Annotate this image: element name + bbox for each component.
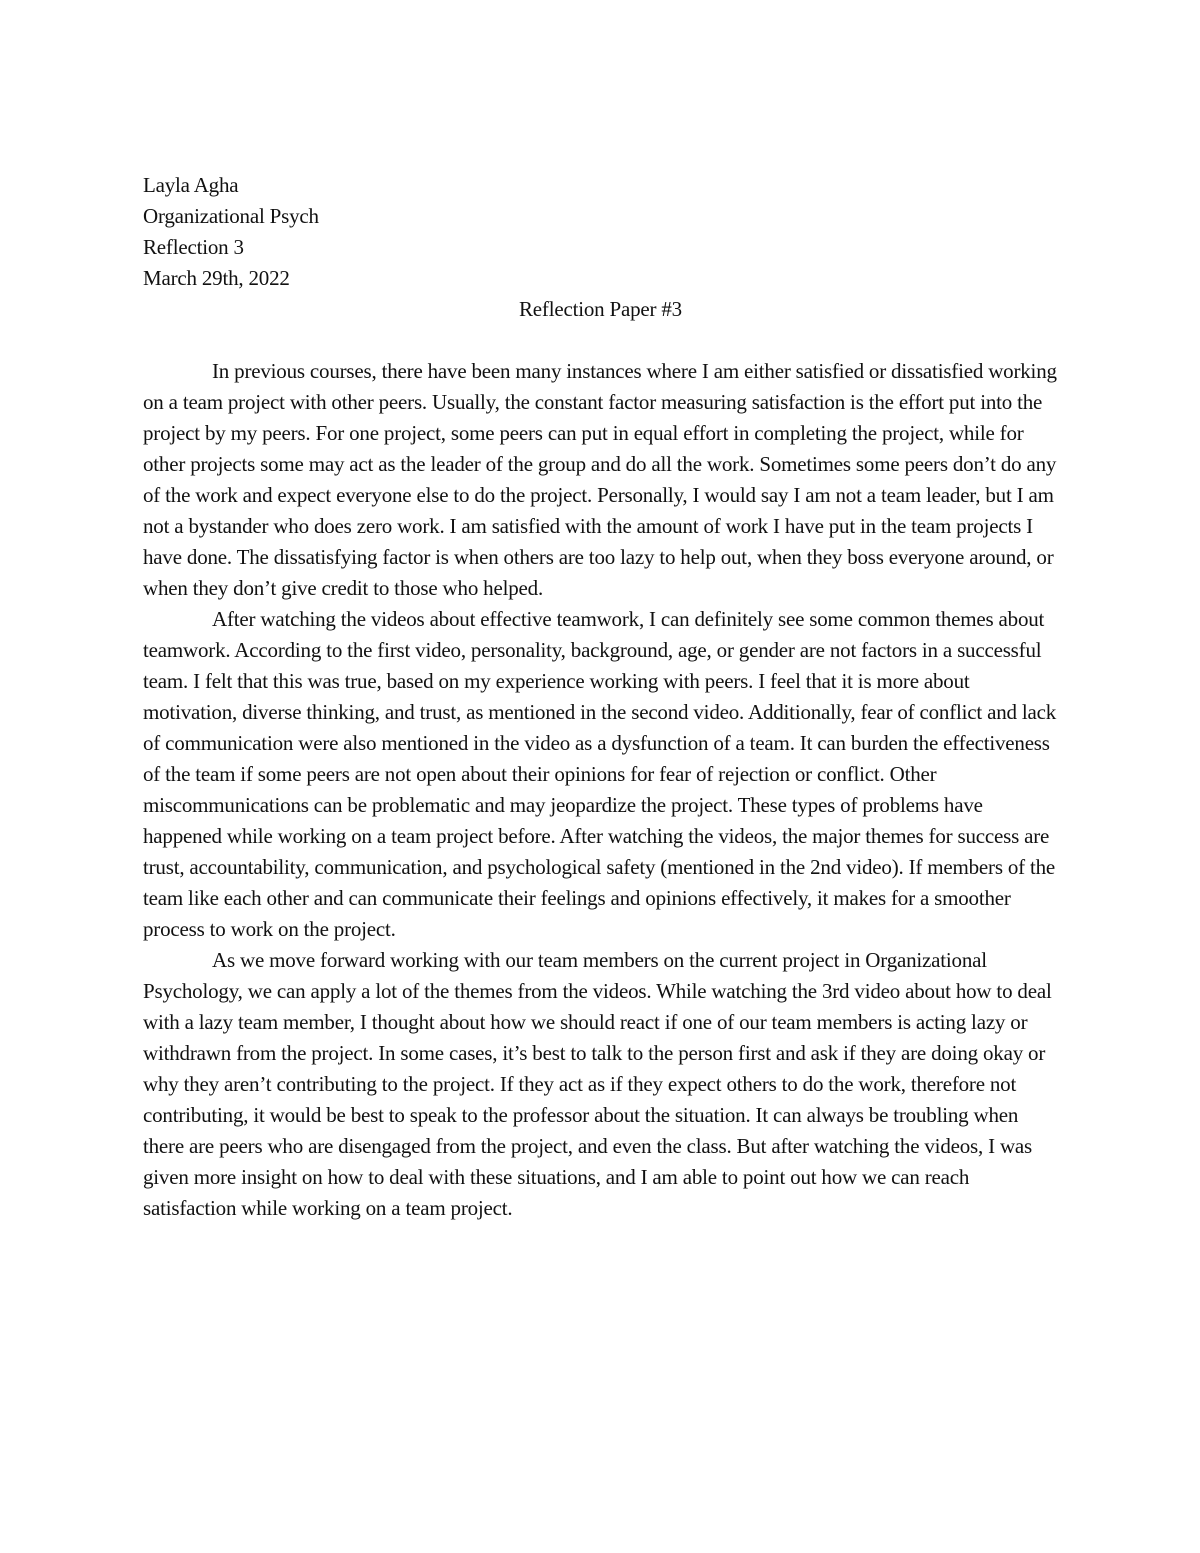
- paragraph-3: As we move forward working with our team members on the current project in Organizational Psychology, we can apply a lot of the themes from the videos. While watching the 3rd video about how to deal with a lazy team member, I thought about how we should react if one of our team members is acting lazy or withdrawn from the project. In some cases, it’s best to talk to the person first and ask if they are doing okay or why they aren’t contributing to the project. If they act as if they expect others to do the work, therefore not contributing, it would be best to speak to the professor about the situation. It can always be troubling when there are peers who are disengaged from the project, and even the class. But after watching the videos, I was given more insight on how to deal with these situations, and I am able to point out how we can reach satisfaction while working on a team project.: [143, 948, 1052, 1220]
- paragraph-2: After watching the videos about effective teamwork, I can definitely see some common themes about teamwork. According to the first video, personality, background, age, or gender are not factors in a successful team. I felt that this was true, based on my experience working with peers. I feel that it is more about motivation, diverse thinking, and trust, as mentioned in the second video. Additionally, fear of conflict and lack of communication were also mentioned in the video as a dysfunction of a team. It can burden the effectiveness of the team if some peers are not open about their opinions for fear of rejection or conflict. Other miscommunications can be problematic and may jeopardize the project. These types of problems have happened while working on a team project before. After watching the videos, the major themes for success are trust, accountability, communication, and psychological safety (mentioned in the 2nd video). If members of the team like each other and can communicate their feelings and opinions effectively, it makes for a smoother process to work on the project.: [143, 607, 1057, 941]
- title-spacer: [143, 325, 1058, 356]
- header-block: [143, 170, 1058, 294]
- assignment-name: Reflection 3: [143, 235, 244, 259]
- document-title: Reflection Paper #3: [519, 297, 682, 321]
- author-name: Layla Agha: [143, 173, 239, 197]
- paragraph-1: In previous courses, there have been many instances where I am either satisfied or dissatisfied working on a team project with other peers. Usually, the constant factor measuring satisfaction is the effort put into the project by my peers. For one project, some peers can put in equal effort in completing the project, while for other projects some may act as the leader of the group and do all the work. Sometimes some peers don’t do any of the work and expect everyone else to do the project. Personally, I would say I am not a team leader, but I am not a bystander who does zero work. I am satisfied with the amount of work I have put in the team projects I have done. The dissatisfying factor is when others are too lazy to help out, when they boss everyone around, or when they don’t give credit to those who helped.: [143, 359, 1057, 600]
- course-name: Organizational Psych: [143, 204, 319, 228]
- document-date: March 29th, 2022: [143, 266, 290, 290]
- document-body: [143, 170, 1058, 1224]
